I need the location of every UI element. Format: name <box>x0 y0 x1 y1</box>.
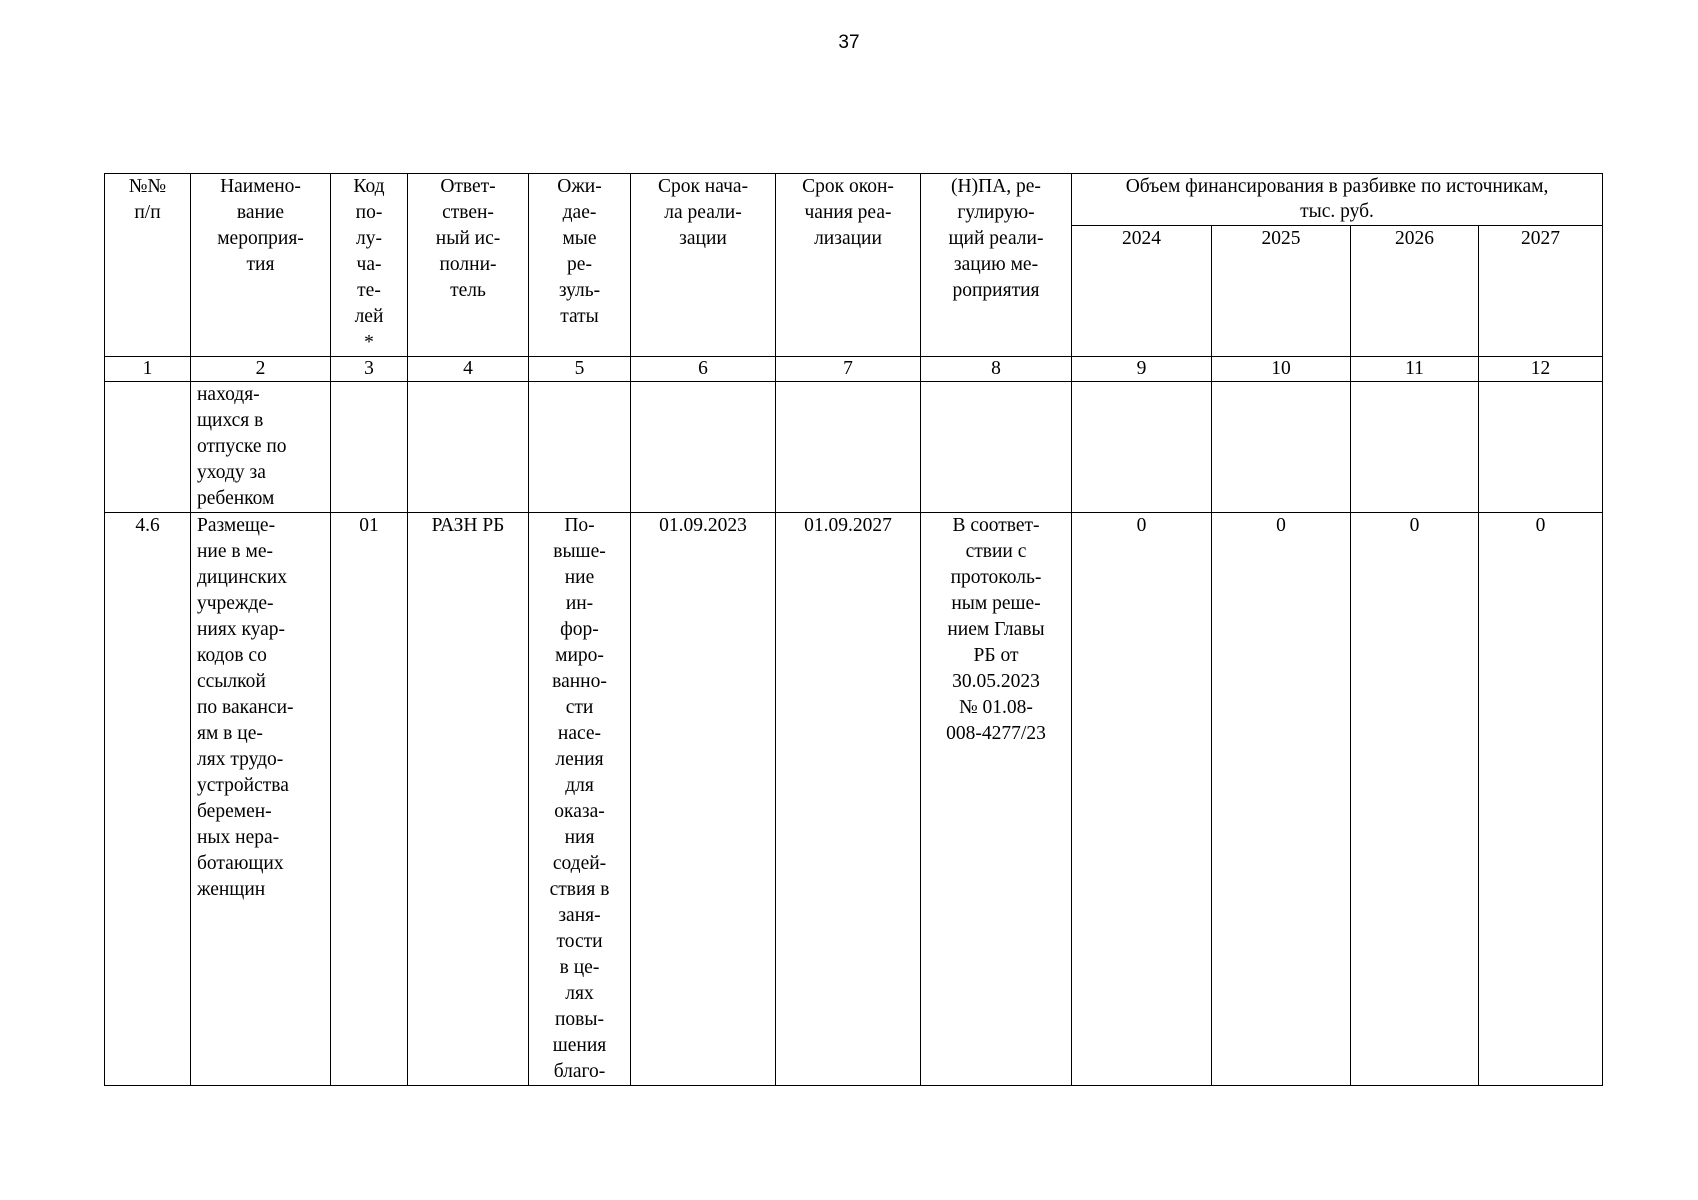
header-financing: Объем финансирования в разбивке по источникам, тыс. руб. <box>1072 174 1603 226</box>
header-year-2027: 2027 <box>1479 226 1603 357</box>
column-numbers-row <box>105 357 1603 382</box>
cell-responsible <box>408 382 529 513</box>
column-number: 3 <box>331 357 408 382</box>
cell-npa: В соответ- ствии с протоколь- ным реше- нием Главы РБ от 30.05.2023 № 01.08- 008-4277/23 <box>921 513 1072 1086</box>
cell-num: 4.6 <box>105 513 191 1086</box>
action-plan-table <box>104 173 1603 1086</box>
column-number: 9 <box>1072 357 1212 382</box>
cell-end: 01.09.2027 <box>776 513 921 1086</box>
cell-expected <box>529 382 631 513</box>
cell-npa <box>921 382 1072 513</box>
header-npa: (Н)ПА, ре- гулирую- щий реали- зацию ме- роприятия <box>921 174 1072 357</box>
header-year-2026: 2026 <box>1351 226 1479 357</box>
column-number: 12 <box>1479 357 1603 382</box>
cell-start: 01.09.2023 <box>631 513 776 1086</box>
header-start: Срок нача- ла реали- зации <box>631 174 776 357</box>
cell-name: находя- щихся в отпуске по уходу за ребенком <box>191 382 331 513</box>
header-year-2025: 2025 <box>1212 226 1351 357</box>
cell-fin-2024 <box>1072 382 1212 513</box>
table-row <box>105 513 1603 1086</box>
header-responsible: Ответ- ствен- ный ис- полни- тель <box>408 174 529 357</box>
cell-responsible: РАЗН РБ <box>408 513 529 1086</box>
page-number: 37 <box>838 32 860 53</box>
column-number: 7 <box>776 357 921 382</box>
header-code: Код по- лу- ча- те- лей * <box>331 174 408 357</box>
column-number: 1 <box>105 357 191 382</box>
header-year-2024: 2024 <box>1072 226 1212 357</box>
cell-start <box>631 382 776 513</box>
cell-fin-2027 <box>1479 382 1603 513</box>
header-name: Наимено- вание мероприя- тия <box>191 174 331 357</box>
column-number: 4 <box>408 357 529 382</box>
cell-fin-2026: 0 <box>1351 513 1479 1086</box>
cell-fin-2026 <box>1351 382 1479 513</box>
column-number: 5 <box>529 357 631 382</box>
cell-fin-2027: 0 <box>1479 513 1603 1086</box>
column-number: 11 <box>1351 357 1479 382</box>
column-number: 8 <box>921 357 1072 382</box>
table-row <box>105 382 1603 513</box>
cell-code <box>331 382 408 513</box>
header-end: Срок окон- чания реа- лизации <box>776 174 921 357</box>
cell-fin-2024: 0 <box>1072 513 1212 1086</box>
header-row <box>105 174 1603 226</box>
cell-end <box>776 382 921 513</box>
cell-fin-2025: 0 <box>1212 513 1351 1086</box>
cell-code: 01 <box>331 513 408 1086</box>
cell-num <box>105 382 191 513</box>
header-num: №№ п/п <box>105 174 191 357</box>
column-number: 2 <box>191 357 331 382</box>
column-number: 10 <box>1212 357 1351 382</box>
header-expected: Ожи- дае- мые ре- зуль- таты <box>529 174 631 357</box>
column-number: 6 <box>631 357 776 382</box>
cell-fin-2025 <box>1212 382 1351 513</box>
cell-expected: По- выше- ние ин- фор- миро- ванно- сти насе- ления для оказа- ния содей- ствия в заня- тости в це- лях повы- шения благо- <box>529 513 631 1086</box>
cell-name: Размеще- ние в ме- дицинских учрежде- ниях куар- кодов со ссылкой по ваканси- ям в це- лях трудо- устройства беремен- ных нера- ботающих женщин <box>191 513 331 1086</box>
